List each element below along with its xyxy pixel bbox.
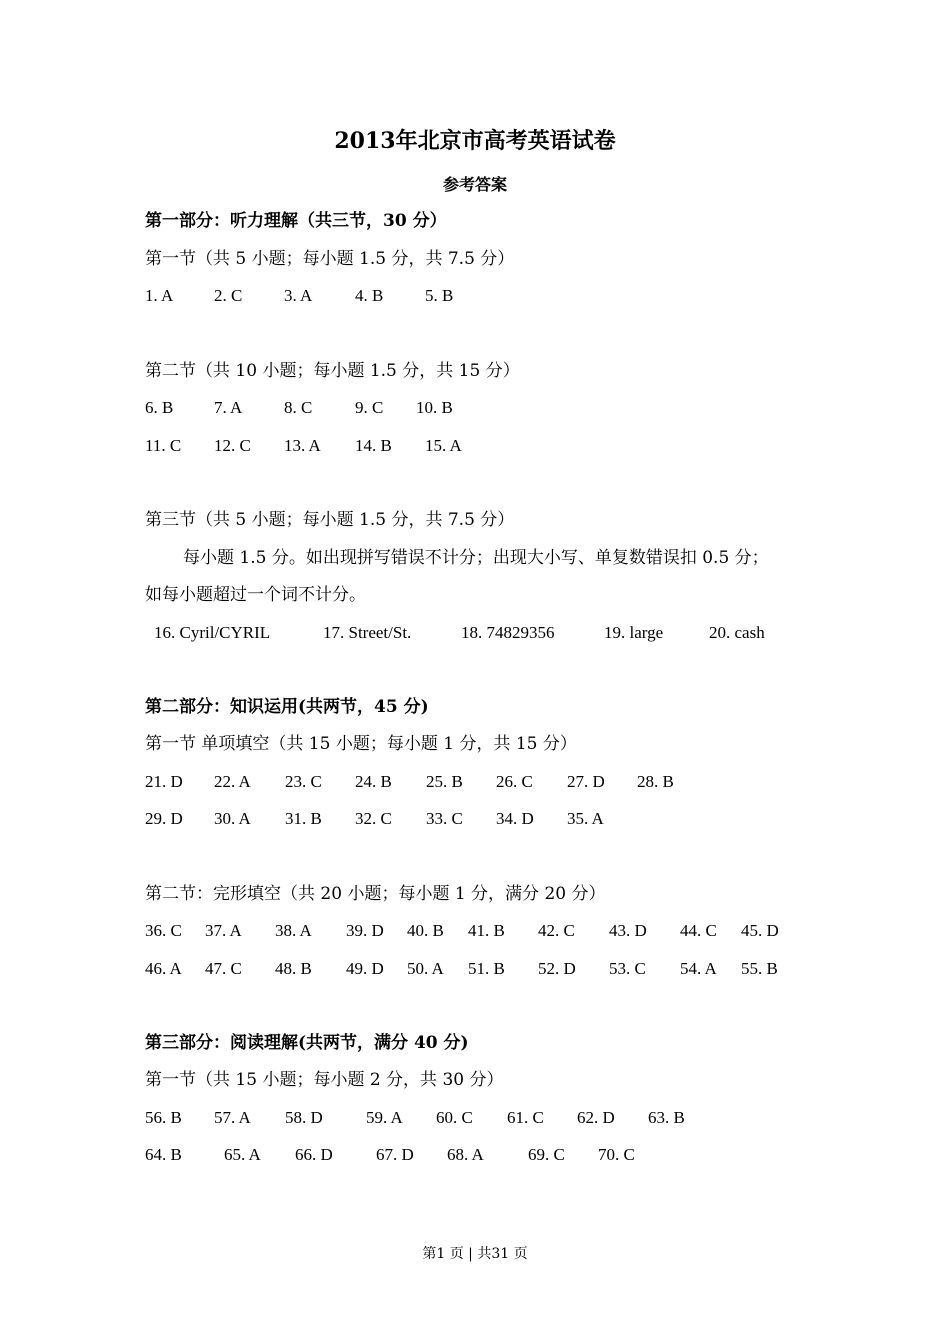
answer: 37. A — [205, 921, 242, 940]
answer-row — [0, 1107, 800, 1129]
answer: 9. C — [355, 398, 384, 417]
answer: 30. A — [214, 809, 251, 828]
answer: 35. A — [567, 809, 604, 828]
answer: 7. A — [214, 398, 243, 417]
answer: 42. C — [538, 921, 575, 940]
answer: 62. D — [577, 1108, 615, 1127]
subtitle: 参考答案 — [442, 175, 507, 194]
answer: 26. C — [496, 772, 533, 791]
answer: 12. C — [214, 436, 251, 455]
answer: 32. C — [355, 809, 392, 828]
answer-row — [0, 958, 800, 980]
answer: 54. A — [680, 959, 717, 978]
answer: 65. A — [224, 1145, 261, 1164]
answer: 16. Cyril/CYRIL — [154, 623, 271, 642]
page-footer: 第1 页 | 共31 页 — [422, 1246, 528, 1262]
answer: 17. Street/St. — [323, 623, 412, 642]
answer: 53. C — [609, 959, 646, 978]
answer: 39. D — [346, 921, 384, 940]
answer: 58. D — [285, 1108, 323, 1127]
answer: 40. B — [407, 921, 444, 940]
answer: 31. B — [285, 809, 322, 828]
answer: 61. C — [507, 1108, 544, 1127]
answer: 44. C — [680, 921, 717, 940]
answer: 23. C — [285, 772, 322, 791]
answer-row — [0, 920, 800, 942]
answer: 67. D — [376, 1145, 414, 1164]
answer: 64. B — [145, 1145, 182, 1164]
part1-sec3-note: 每小题 1.5 分。如出现拼写错误不计分；出现大小写、单复数错误扣 0.5 分； — [183, 548, 769, 568]
answer: 48. B — [275, 959, 312, 978]
answer: 4. B — [355, 286, 384, 305]
answer: 50. A — [407, 959, 444, 978]
answer-row — [0, 285, 800, 307]
answer: 8. C — [284, 398, 313, 417]
answer: 43. D — [609, 921, 647, 940]
answer: 63. B — [648, 1108, 685, 1127]
answer: 66. D — [295, 1145, 333, 1164]
part2-heading: 第二部分：知识运用(共两节，45 分) — [145, 697, 429, 717]
answer: 28. B — [637, 772, 674, 791]
answer: 5. B — [425, 286, 454, 305]
answer: 36. C — [145, 921, 182, 940]
answer: 3. A — [284, 286, 313, 305]
answer: 11. C — [145, 436, 182, 455]
answer-row — [0, 1144, 800, 1166]
part3-heading: 第三部分：阅读理解(共两节，满分 40 分) — [145, 1033, 469, 1053]
answer: 27. D — [567, 772, 605, 791]
answer: 45. D — [741, 921, 779, 940]
answer: 69. C — [528, 1145, 565, 1164]
answer: 46. A — [145, 959, 182, 978]
answer: 60. C — [436, 1108, 473, 1127]
answer: 2. C — [214, 286, 243, 305]
answer-row — [0, 808, 800, 830]
answer: 1. A — [145, 286, 174, 305]
answer: 15. A — [425, 436, 462, 455]
answer: 55. B — [741, 959, 778, 978]
answer: 10. B — [416, 398, 453, 417]
part1-sec3-heading: 第三节（共 5 小题；每小题 1.5 分，共 7.5 分） — [145, 510, 515, 530]
answer: 52. D — [538, 959, 576, 978]
answer: 49. D — [346, 959, 384, 978]
answer-row — [0, 397, 800, 419]
answer: 24. B — [355, 772, 392, 791]
answer: 41. B — [468, 921, 505, 940]
answer: 57. A — [214, 1108, 251, 1127]
answer: 68. A — [447, 1145, 484, 1164]
answer: 20. cash — [709, 623, 765, 642]
answer: 14. B — [355, 436, 392, 455]
part2-sec2-heading: 第二节：完形填空（共 20 小题；每小题 1 分，满分 20 分） — [145, 884, 606, 904]
answer: 19. large — [604, 623, 664, 642]
part1-heading: 第一部分：听力理解（共三节，30 分） — [145, 211, 447, 231]
answer-row — [0, 622, 800, 644]
part1-sec3-note-cont: 如每小题超过一个词不计分。 — [145, 585, 366, 605]
part1-sec1-heading: 第一节（共 5 小题；每小题 1.5 分，共 7.5 分） — [145, 249, 515, 269]
answer: 38. A — [275, 921, 312, 940]
answer: 59. A — [366, 1108, 403, 1127]
page-title: 2013年北京市高考英语试卷 — [334, 128, 616, 154]
answer: 51. B — [468, 959, 505, 978]
answer: 29. D — [145, 809, 183, 828]
answer: 18. 74829356 — [461, 623, 555, 642]
part1-sec2-heading: 第二节（共 10 小题；每小题 1.5 分，共 15 分） — [145, 361, 520, 381]
part2-sec1-heading: 第一节 单项填空（共 15 小题；每小题 1 分，共 15 分） — [145, 734, 577, 754]
answer: 34. D — [496, 809, 534, 828]
answer-row — [0, 771, 800, 793]
answer: 22. A — [214, 772, 251, 791]
answer: 21. D — [145, 772, 183, 791]
answer: 25. B — [426, 772, 463, 791]
part3-sec1-heading: 第一节（共 15 小题；每小题 2 分，共 30 分） — [145, 1070, 504, 1090]
answer: 56. B — [145, 1108, 182, 1127]
answer: 70. C — [598, 1145, 635, 1164]
answer: 13. A — [284, 436, 321, 455]
answer: 6. B — [145, 398, 174, 417]
answer: 33. C — [426, 809, 463, 828]
answer: 47. C — [205, 959, 242, 978]
answer-row — [0, 435, 800, 457]
